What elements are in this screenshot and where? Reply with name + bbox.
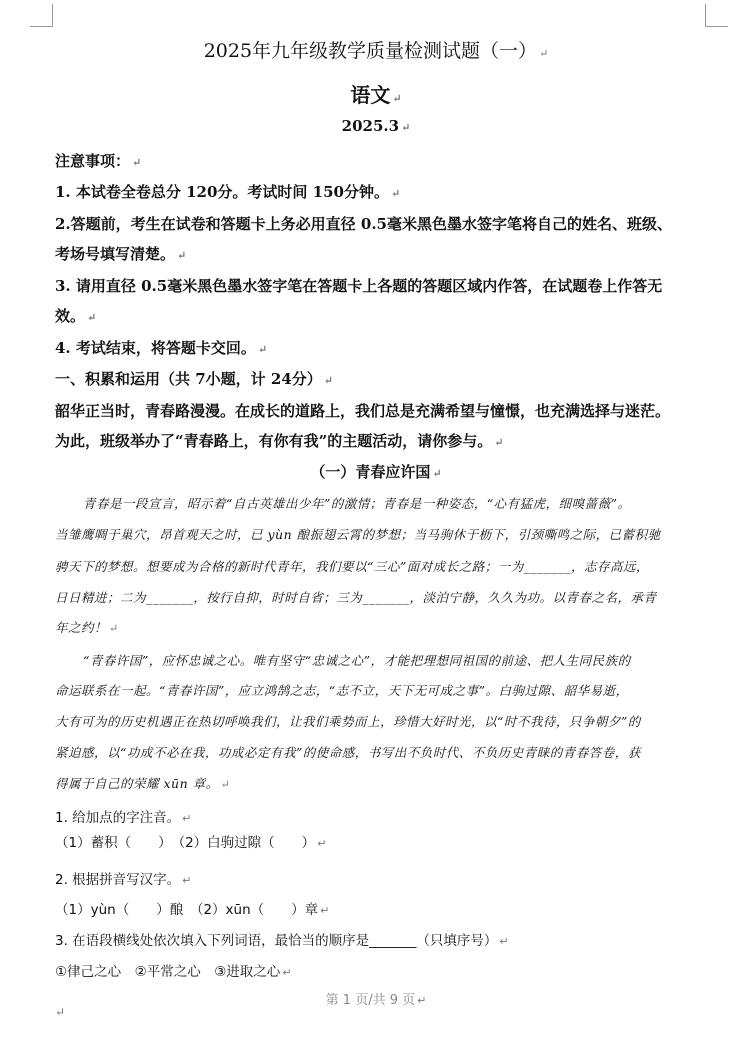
paragraph-mark: ↵: [182, 874, 192, 887]
paragraph-mark: ↵: [432, 467, 442, 480]
paragraph-mark: ↵: [401, 121, 411, 134]
notice-line: 2.答题前，考生在试卷和答题卡上务必用直径 0.5毫米黑色墨水签字笔将自己的姓名、班级、: [55, 215, 672, 233]
passage-line: 命运联系在一起。“青春许国”，应立鸿鹄之志，“志不立，天下无可成之事”。白驹过隙、韶华易逝，: [55, 683, 629, 698]
passage-line: 年之约！ ↵: [55, 620, 119, 635]
section-heading: 一、积累和运用（共 7小题，计 24分） ↵: [55, 370, 333, 388]
part-title: （一）青春应许国 ↵: [310, 463, 442, 481]
paragraph-mark: ↵: [282, 966, 292, 979]
paragraph-mark: ↵: [499, 935, 509, 948]
passage-line: 骋天下的梦想。想要成为合格的新时代青年，我们要以“三心”面对成长之路；一为_______，志存高远，: [55, 559, 650, 574]
notice-line: 3. 请用直径 0.5毫米黑色墨水签字笔在答题卡上各题的答题区域内作答，在试题卷上作答无: [55, 277, 663, 295]
paragraph-mark: ↵: [182, 812, 192, 825]
passage-line: “青春许国”，应怀忠诚之心。唯有坚守“忠诚之心”，才能把理想同祖国的前途、把人生同民族的: [83, 653, 631, 668]
notice-line: 4. 考试结束，将答题卡交回。 ↵: [55, 339, 268, 357]
passage-line: 紧迫感，以“功成不必在我，功成必定有我”的使命感，书写出不负时代、不负历史青睐的青春答卷，获: [55, 745, 641, 760]
passage-line: 日日精进；二为_______，按行自抑，时时自省；三为_______，淡泊宁静，久久为功。以青春之名，承青: [55, 590, 657, 605]
paragraph-mark: ↵: [317, 837, 327, 850]
notice-line: 效。 ↵: [55, 307, 97, 325]
passage-line: 当雏鹰啁于巢穴，昂首观天之时，已 yùn 酿振翅云霄的梦想；当马驹休于枥下，引颈嘶鸣之际，已蓄积驰: [55, 527, 661, 542]
notice-line: 1. 本试卷全卷总分 120分。考试时间 150分钟。 ↵: [55, 183, 401, 201]
notice-heading: 注意事项： ↵: [55, 152, 142, 170]
paragraph-mark: ↵: [392, 92, 402, 105]
exam-date: 2025.3 ↵: [341, 117, 411, 135]
paragraph-mark: ↵: [390, 187, 401, 200]
corner-mark-top-left: [30, 4, 53, 27]
question-3-options: ①律己之心 ②平常之心 ③进取之心 ↵: [55, 964, 292, 980]
paragraph-mark: ↵: [257, 343, 268, 356]
paragraph-mark: ↵: [177, 249, 187, 262]
paragraph-mark: ↵: [220, 778, 231, 791]
passage-line: 得属于自己的荣耀 xūn 章。 ↵: [55, 776, 231, 791]
subject-title: 语文 ↵: [350, 83, 402, 107]
intro-line: 为此，班级举办了“青春路上，有你有我”的主题活动，请你参与。 ↵: [55, 432, 504, 450]
paragraph-mark: ↵: [109, 622, 119, 635]
passage-line: 大有可为的历史机遇正在热切呼唤我们，让我们乘势而上，珍惜大好时光，以“时不我待，只争朝夕”的: [55, 714, 641, 729]
exam-title: 2025年九年级教学质量检测试题（一） ↵: [203, 40, 549, 62]
notice-line: 考场号填写清楚。 ↵: [55, 245, 187, 263]
paragraph-mark: ↵: [494, 436, 504, 449]
passage-line: 青春是一段宣言，昭示着“自古英雄出少年”的激情；青春是一种姿态，“心有猛虎，细嗅蔷薇”。: [83, 496, 631, 511]
paragraph-mark: ↵: [417, 994, 427, 1007]
intro-line: 韶华正当时，青春路漫漫。在成长的道路上，我们总是充满希望与憧憬，也充满选择与迷茫。: [55, 402, 671, 420]
question-2-items: （1）yùn（ ）酿 （2）xūn（ ）章 ↵: [55, 902, 330, 918]
paragraph-mark: ↵: [55, 1005, 66, 1019]
question-1: 1. 给加点的字注音。 ↵: [55, 810, 192, 826]
paragraph-mark: ↵: [132, 156, 142, 169]
paragraph-mark: ↵: [323, 374, 333, 387]
paragraph-mark: ↵: [87, 311, 97, 324]
page-footer: 第 1 页/共 9 页 ↵: [325, 993, 427, 1008]
question-1-items: （1）蓄积（ ） （2）白驹过隙（ ） ↵: [55, 835, 327, 851]
question-2: 2. 根据拼音写汉字。 ↵: [55, 872, 192, 888]
question-3: 3. 在语段横线处依次填入下列词语，最恰当的顺序是_______（只填序号） ↵: [55, 933, 509, 949]
paragraph-mark: ↵: [320, 904, 330, 917]
corner-mark-top-right: [705, 4, 728, 27]
paragraph-mark: ↵: [539, 47, 549, 60]
